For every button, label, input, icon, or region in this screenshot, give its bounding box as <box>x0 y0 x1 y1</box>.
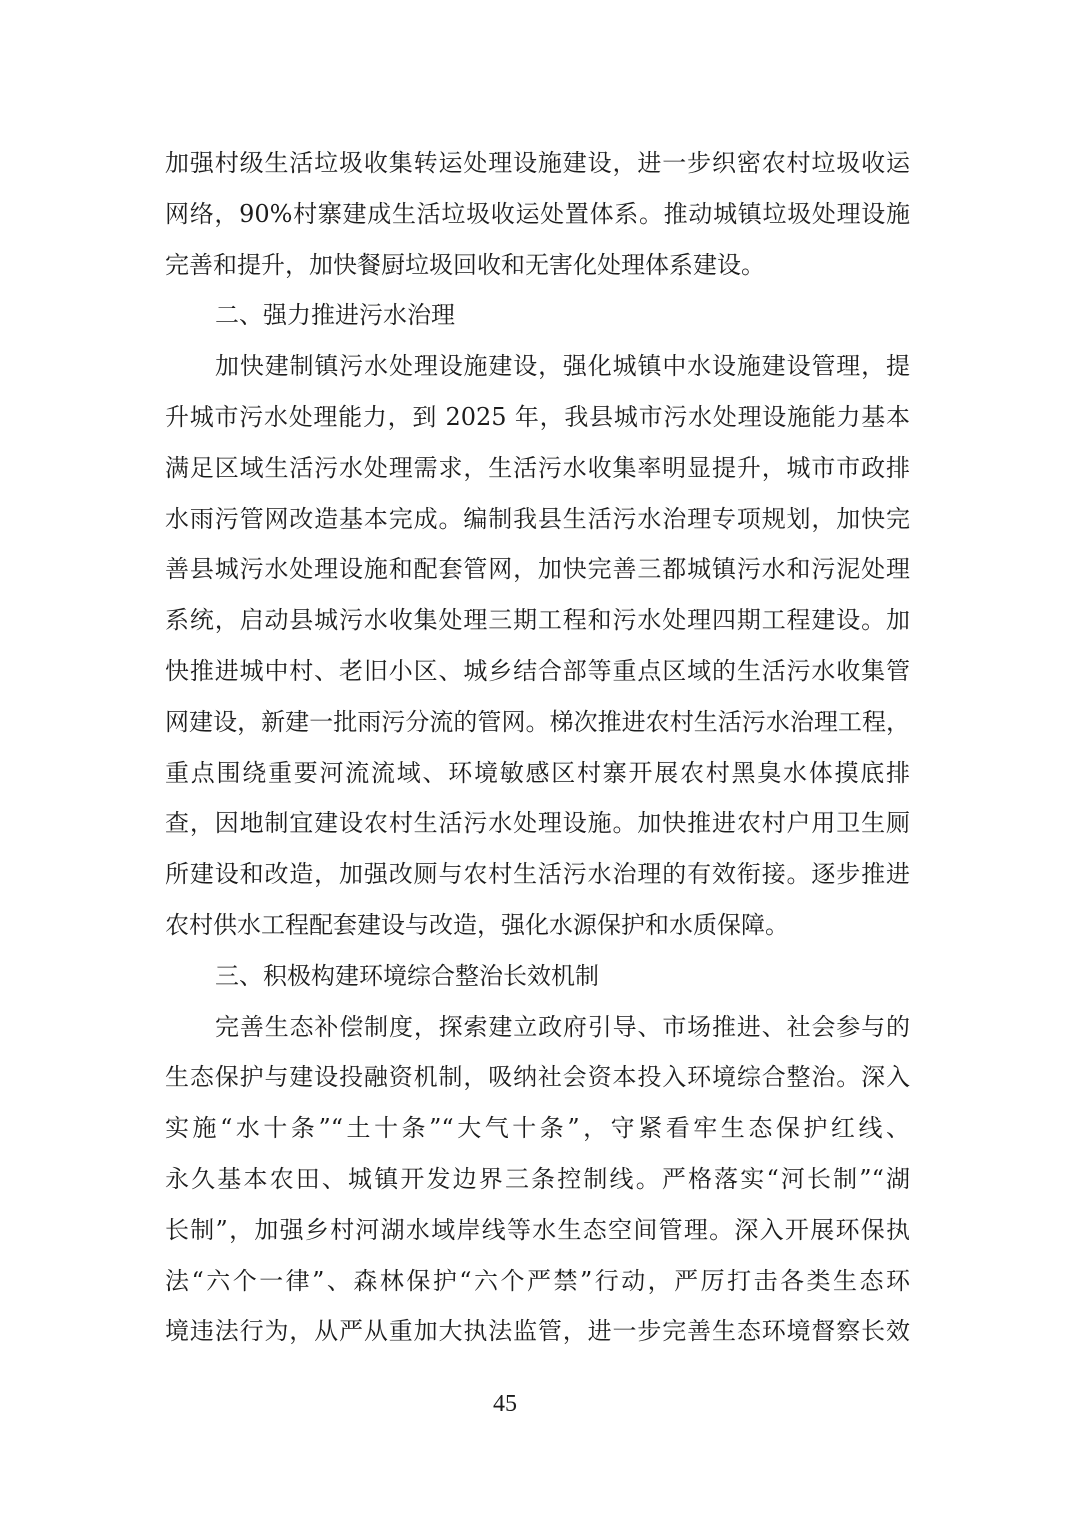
paragraph-line: 查，因地制宜建设农村生活污水处理设施。加快推进农村户用卫生厕 <box>165 809 910 838</box>
paragraph-line: 加快建制镇污水处理设施建设，强化城镇中水设施建设管理，提 <box>215 352 910 381</box>
paragraph-line: 满足区域生活污水处理需求，生活污水收集率明显提升，城市市政排 <box>165 453 910 482</box>
page-number: 45 <box>493 1391 517 1417</box>
section-heading-3: 三、积极构建环境综合整治长效机制 <box>215 961 599 990</box>
paragraph-line: 农村供水工程配套建设与改造，强化水源保护和水质保障。 <box>165 910 789 939</box>
paragraph-line: 网建设，新建一批雨污分流的管网。梯次推进农村生活污水治理工程， <box>165 707 910 736</box>
section-heading-2: 二、强力推进污水治理 <box>215 301 455 330</box>
paragraph-2 <box>165 341 910 951</box>
paragraph-line: 升城市污水处理能力，到 2025 年，我县城市污水处理设施能力基本 <box>165 402 910 431</box>
paragraph-line: 法“六个一律”、森林保护“六个严禁”行动，严厉打击各类生态环 <box>165 1266 910 1295</box>
paragraph-line: 完善生态补偿制度，探索建立政府引导、市场推进、社会参与的 <box>215 1012 910 1041</box>
paragraph-line: 长制”，加强乡村河湖水域岸线等水生态空间管理。深入开展环保执 <box>165 1215 910 1244</box>
paragraph-line: 加强村级生活垃圾收集转运处理设施建设，进一步织密农村垃圾收运 <box>165 149 910 177</box>
paragraph-line: 所建设和改造，加强改厕与农村生活污水治理的有效衔接。逐步推进 <box>165 860 910 889</box>
paragraph-line: 生态保护与建设投融资机制，吸纳社会资本投入环境综合整治。深入 <box>165 1063 910 1092</box>
paragraph-line: 网络，90%村寨建成生活垃圾收运处置体系。推动城镇垃圾处理设施 <box>165 199 910 228</box>
paragraph-line: 境违法行为，从严从重加大执法监管，进一步完善生态环境督察长效 <box>165 1317 910 1346</box>
paragraph-line: 实施“水十条”“土十条”“大气十条”，守紧看牢生态保护红线、 <box>165 1114 910 1143</box>
paragraph-3 <box>165 1002 910 1358</box>
paragraph-line: 善县城污水处理设施和配套管网，加快完善三都城镇污水和污泥处理 <box>165 555 910 584</box>
paragraph-line: 水雨污管网改造基本完成。编制我县生活污水治理专项规划，加快完 <box>165 504 910 533</box>
paragraph-line: 完善和提升，加快餐厨垃圾回收和无害化处理体系建设。 <box>165 250 765 279</box>
document-body <box>165 138 910 1357</box>
paragraph-line: 永久基本农田、城镇开发边界三条控制线。严格落实“河长制”“湖 <box>165 1164 910 1193</box>
paragraph-line: 系统，启动县城污水收集处理三期工程和污水处理四期工程建设。加 <box>165 606 910 635</box>
paragraph-line: 重点围绕重要河流流域、环境敏感区村寨开展农村黑臭水体摸底排 <box>165 758 910 787</box>
paragraph-1 <box>165 138 910 290</box>
paragraph-line: 快推进城中村、老旧小区、城乡结合部等重点区域的生活污水收集管 <box>165 656 910 685</box>
